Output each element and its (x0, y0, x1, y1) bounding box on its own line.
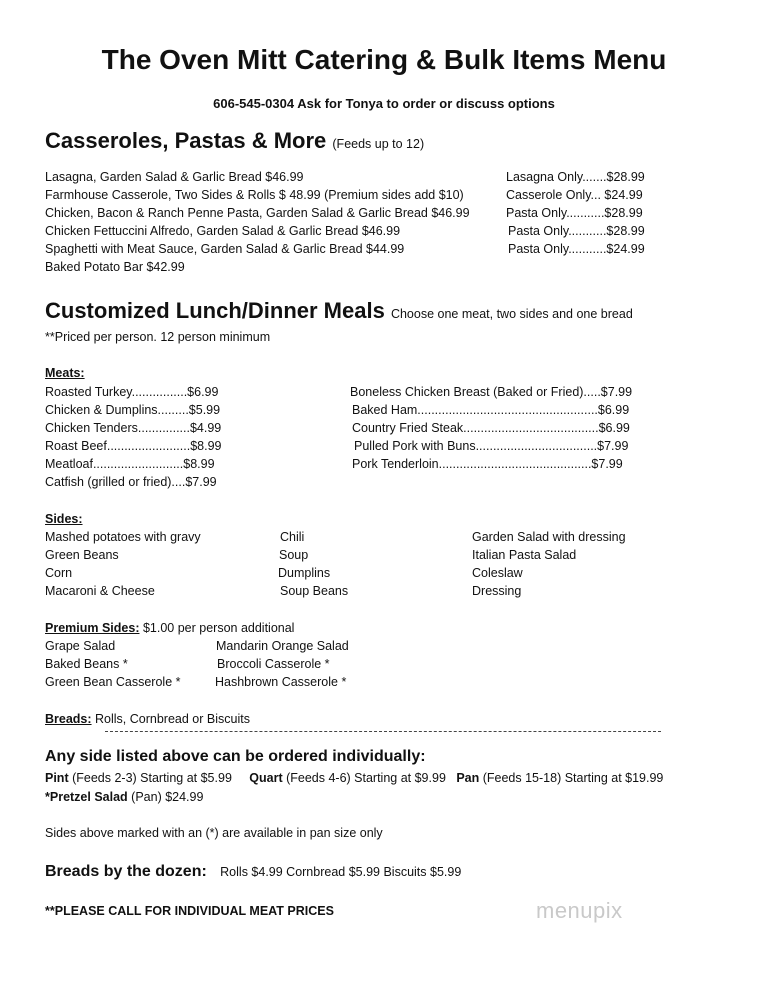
meat-item: Chicken & Dumplins.........$5.99 (45, 403, 221, 417)
casserole-only-price: Pasta Only...........$28.99 (508, 224, 645, 238)
meats-label: Meats: (45, 366, 85, 380)
casserole-only-price: Pasta Only...........$28.99 (506, 206, 643, 220)
pretzel-label: *Pretzel Salad (45, 790, 128, 804)
pretzel-text: (Pan) $24.99 (127, 790, 204, 804)
breads-label: Breads: (45, 712, 92, 726)
pretzel-salad-line (45, 790, 203, 804)
side-item: Mashed potatoes with gravy (45, 530, 201, 544)
breads-dozen-heading: Breads by the dozen: (45, 863, 207, 880)
side-item: Soup (279, 548, 309, 562)
meat-item: Roast Beef........................$8.99 (45, 439, 222, 453)
casserole-only-price: Lasagna Only.......$28.99 (506, 170, 645, 184)
premium-side-item: Hashbrown Casserole * (215, 675, 347, 689)
side-item: Italian Pasta Salad (472, 548, 577, 562)
meat-item: Chicken Tenders...............$4.99 (45, 421, 222, 435)
menu-title: The Oven Mitt Catering & Bulk Items Menu (101, 44, 667, 75)
meals-heading: Customized Lunch/Dinner Meals Choose one meat, two sides and one bread (45, 298, 633, 323)
breads-line (45, 712, 250, 726)
premium-side-item: Mandarin Orange Salad (216, 639, 349, 653)
pint-text: (Feeds 2-3) Starting at $5.99 (68, 771, 232, 785)
pint-label: Pint (45, 771, 69, 785)
side-item: Garden Salad with dressing (472, 530, 626, 544)
premium-label: Premium Sides: (45, 621, 140, 635)
casserole-item: Chicken, Bacon & Ranch Penne Pasta, Garden Salad & Garlic Bread $46.99 (45, 206, 470, 220)
premium-side-item: Baked Beans * (45, 657, 128, 671)
meat-item: Country Fried Steak.......................................$6.99 (352, 421, 630, 435)
side-item: Green Beans (45, 548, 119, 562)
casserole-item: Farmhouse Casserole, Two Sides & Rolls $ 48.99 (Premium sides add $10) (45, 188, 464, 202)
premium-side-item: Broccoli Casserole * (217, 657, 330, 671)
meat-item: Boneless Chicken Breast (Baked or Fried).....$7.99 (350, 385, 633, 399)
premium-note: $1.00 per person additional (139, 621, 295, 635)
side-item: Soup Beans (280, 584, 349, 598)
meals-subheading: Choose one meat, two sides and one bread (390, 307, 633, 321)
footer-note: **PLEASE CALL FOR INDIVIDUAL MEAT PRICES (45, 904, 334, 918)
casseroles-note: (Feeds up to 12) (332, 137, 425, 151)
pan-size-note: Sides above marked with an (*) are available in pan size only (45, 826, 383, 840)
premium-side-item: Green Bean Casserole * (45, 675, 181, 689)
quart-label: Quart (249, 771, 283, 785)
pan-label: Pan (456, 771, 480, 785)
side-item: Coleslaw (472, 566, 523, 580)
meat-item: Roasted Turkey................$6.99 (45, 385, 219, 399)
phone-line: 606-545-0304 Ask for Tonya to order or discuss options (213, 96, 555, 111)
premium-side-item: Grape Salad (45, 639, 116, 653)
divider (105, 731, 661, 732)
watermark: menupix (536, 898, 623, 923)
side-item: Dressing (472, 584, 522, 598)
casserole-item: Chicken Fettuccini Alfredo, Garden Salad & Garlic Bread $46.99 (45, 224, 401, 238)
casserole-item: Baked Potato Bar $42.99 (45, 260, 185, 274)
sides-label: Sides: (45, 512, 83, 526)
casserole-item: Lasagna, Garden Salad & Garlic Bread $46.99 (45, 170, 304, 184)
side-item: Macaroni & Cheese (45, 584, 155, 598)
side-item: Dumplins (278, 566, 331, 580)
breads-text: Rolls, Cornbread or Biscuits (91, 712, 250, 726)
casseroles-heading: Casseroles, Pastas & More (Feeds up to 12) (45, 128, 425, 153)
breads-dozen-line (45, 863, 461, 881)
pan-text: (Feeds 15-18) Starting at $19.99 (479, 771, 664, 785)
individual-heading: Any side listed above can be ordered individually: (45, 748, 426, 765)
casserole-item: Spaghetti with Meat Sauce, Garden Salad & Garlic Bread $44.99 (45, 242, 405, 256)
quart-text: (Feeds 4-6) Starting at $9.99 (282, 771, 446, 785)
meat-item: Baked Ham....................................................$6.99 (352, 403, 630, 417)
premium-sides-heading (45, 621, 294, 635)
casserole-only-price: Pasta Only...........$24.99 (508, 242, 645, 256)
size-pricing-line (45, 771, 663, 785)
meat-item: Meatloaf..........................$8.99 (45, 457, 215, 471)
meat-item: Pulled Pork with Buns...................................$7.99 (354, 439, 629, 453)
meat-item: Catfish (grilled or fried)....$7.99 (45, 475, 217, 489)
side-item: Corn (45, 566, 73, 580)
side-item: Chili (280, 530, 305, 544)
casserole-only-price: Casserole Only... $24.99 (506, 188, 643, 202)
meals-note: **Priced per person. 12 person minimum (45, 330, 271, 344)
breads-dozen-items: Rolls $4.99 Cornbread $5.99 Biscuits $5.99 (220, 865, 462, 879)
meat-item: Pork Tenderloin............................................$7.99 (352, 457, 623, 471)
